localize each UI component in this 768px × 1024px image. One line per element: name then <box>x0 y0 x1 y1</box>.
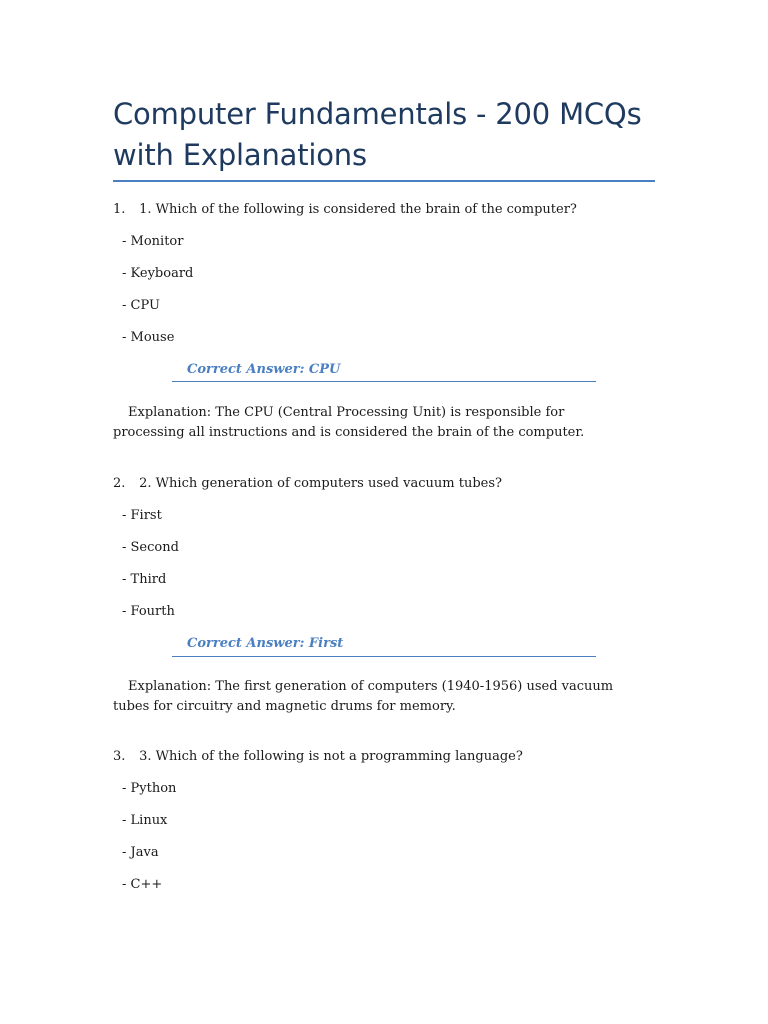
answer-divider <box>172 656 596 657</box>
option-item: - Java <box>122 845 159 860</box>
document-title: Computer Fundamentals - 200 MCQs with Explanations <box>113 97 642 172</box>
explanation-text: Explanation: The first generation of computers (1940-1956) used vacuum tubes for circuitry and magnetic drums for memory. <box>113 679 614 714</box>
explanation-text: Explanation: The CPU (Central Processing Unit) is responsible for processing all instructions and is considered the brain of the computer. <box>113 405 585 440</box>
option-item: - Linux <box>122 813 168 828</box>
option-item: - Second <box>122 540 179 555</box>
question-number: 3. <box>113 749 126 764</box>
option-item: - C++ <box>122 877 163 892</box>
option-item: - Keyboard <box>122 266 194 281</box>
title-divider <box>113 180 655 182</box>
question-number: 2. <box>113 476 126 491</box>
option-item: - First <box>122 508 162 523</box>
answer-divider <box>172 381 596 382</box>
correct-answer: Correct Answer: First <box>187 636 344 651</box>
option-item: - CPU <box>122 298 160 313</box>
option-item: - Monitor <box>122 234 184 249</box>
question-text: 1. Which of the following is considered the brain of the computer? <box>139 202 577 217</box>
question-text: 3. Which of the following is not a programming language? <box>139 749 523 764</box>
option-item: - Python <box>122 781 177 796</box>
question-3 <box>113 748 673 765</box>
option-item: - Third <box>122 572 167 587</box>
question-number: 1. <box>113 202 126 217</box>
question-1 <box>113 201 673 218</box>
correct-answer: Correct Answer: CPU <box>187 362 341 377</box>
option-item: - Fourth <box>122 604 175 619</box>
option-item: - Mouse <box>122 330 175 345</box>
question-2 <box>113 475 673 492</box>
question-text: 2. Which generation of computers used vacuum tubes? <box>139 476 502 491</box>
